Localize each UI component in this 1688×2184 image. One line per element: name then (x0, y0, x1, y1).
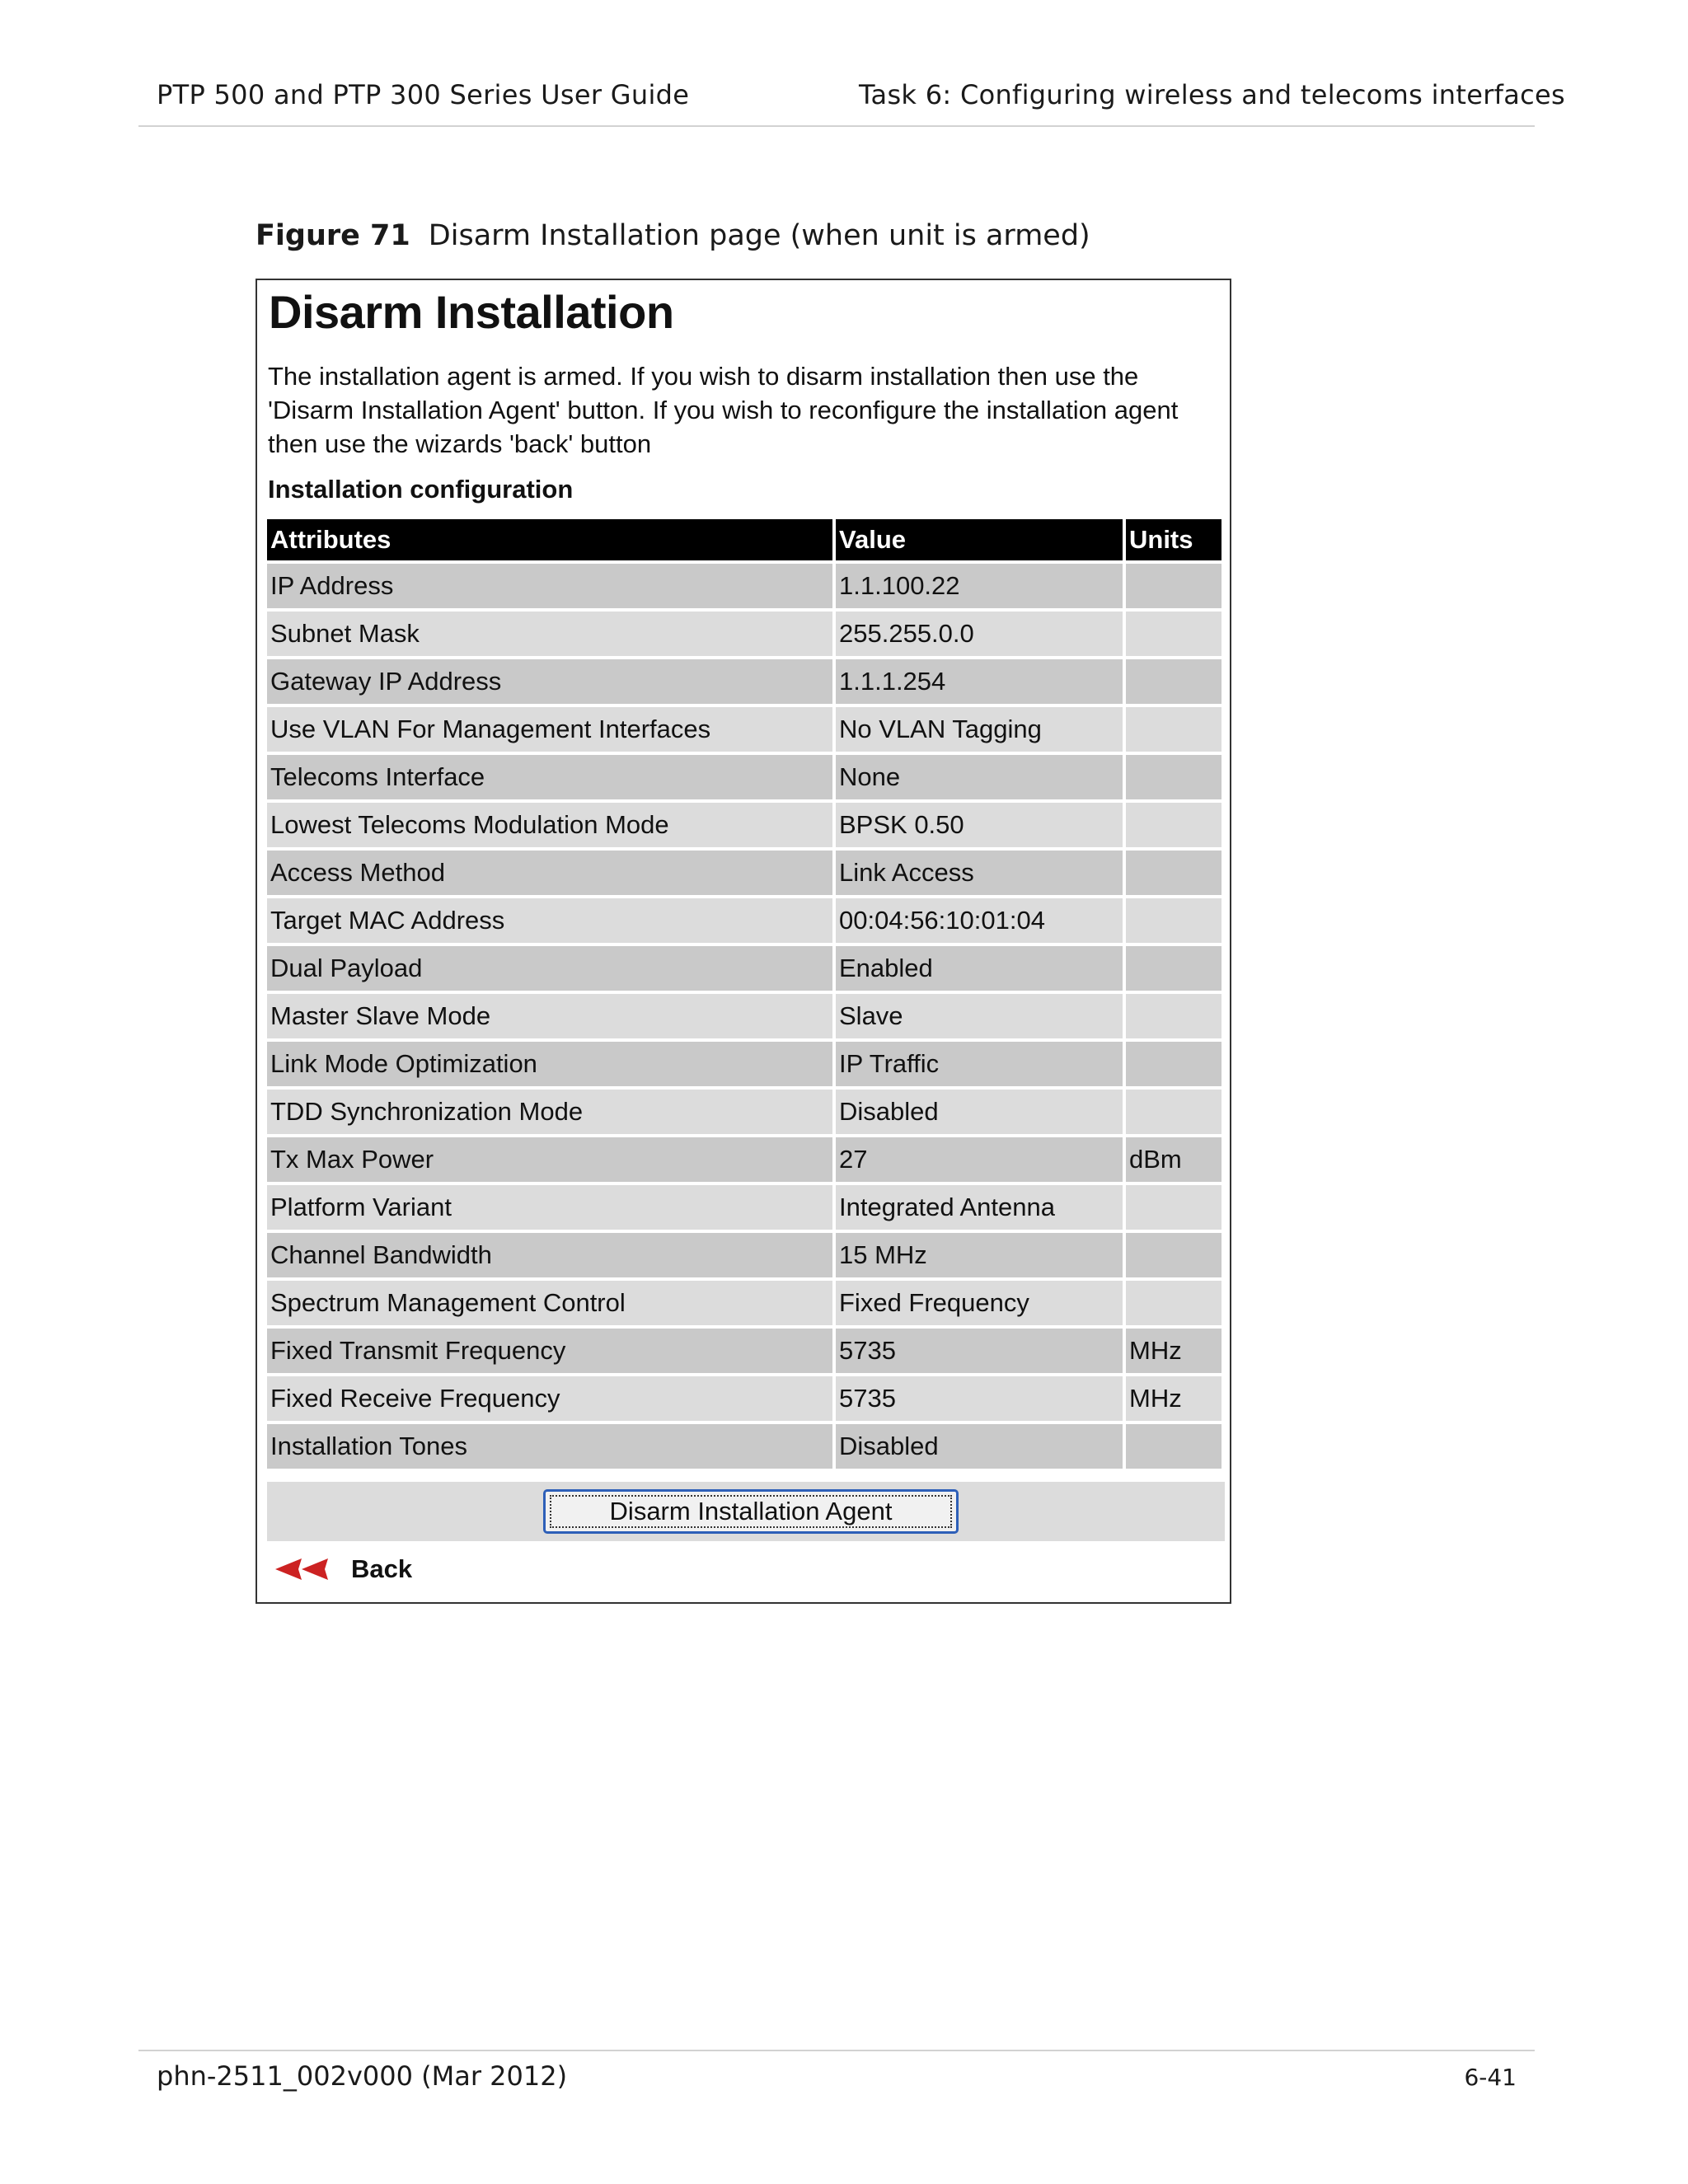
cell-value: None (836, 755, 1123, 799)
figure-caption-text: Disarm Installation page (when unit is armed) (428, 219, 1090, 252)
cell-attribute: Link Mode Optimization (267, 1042, 832, 1086)
page-title: Disarm Installation (269, 286, 674, 338)
cell-value: 5735 (836, 1376, 1123, 1421)
table-row (267, 707, 1221, 752)
column-header-value: Value (836, 519, 1123, 560)
cell-units (1126, 1185, 1221, 1230)
cell-units (1126, 612, 1221, 656)
footer-rule (138, 2050, 1535, 2051)
cell-attribute: Fixed Transmit Frequency (267, 1329, 832, 1373)
table-row (267, 564, 1221, 608)
table-row (267, 659, 1221, 704)
cell-attribute: Tx Max Power (267, 1137, 832, 1182)
cell-units: dBm (1126, 1137, 1221, 1182)
table-row (267, 946, 1221, 991)
table-row (267, 1329, 1221, 1373)
cell-attribute: Lowest Telecoms Modulation Mode (267, 803, 832, 847)
cell-value: 00:04:56:10:01:04 (836, 898, 1123, 943)
cell-attribute: Spectrum Management Control (267, 1281, 832, 1325)
cell-attribute: Use VLAN For Management Interfaces (267, 707, 832, 752)
cell-units (1126, 851, 1221, 895)
cell-attribute: Target MAC Address (267, 898, 832, 943)
running-header-title: PTP 500 and PTP 300 Series User Guide (157, 79, 690, 110)
cell-units (1126, 755, 1221, 799)
cell-units (1126, 946, 1221, 991)
cell-units (1126, 994, 1221, 1038)
table-body (267, 564, 1221, 1469)
cell-attribute: Platform Variant (267, 1185, 832, 1230)
cell-value: Disabled (836, 1090, 1123, 1134)
cell-units (1126, 898, 1221, 943)
cell-value: Disabled (836, 1424, 1123, 1469)
cell-value: Enabled (836, 946, 1123, 991)
figure-caption (256, 219, 1090, 252)
disarm-installation-agent-button[interactable] (543, 1489, 959, 1534)
cell-units (1126, 1042, 1221, 1086)
cell-value: 5735 (836, 1329, 1123, 1373)
column-header-units: Units (1126, 519, 1221, 560)
table-row (267, 1090, 1221, 1134)
table-row (267, 1424, 1221, 1469)
cell-attribute: Master Slave Mode (267, 994, 832, 1038)
cell-attribute: TDD Synchronization Mode (267, 1090, 832, 1134)
cell-value: No VLAN Tagging (836, 707, 1123, 752)
cell-value: 1.1.100.22 (836, 564, 1123, 608)
cell-attribute: Installation Tones (267, 1424, 832, 1469)
header-rule (138, 125, 1535, 127)
table-row (267, 612, 1221, 656)
cell-units (1126, 659, 1221, 704)
table-row (267, 1137, 1221, 1182)
cell-units (1126, 1424, 1221, 1469)
table-row (267, 1233, 1221, 1277)
cell-attribute: Subnet Mask (267, 612, 832, 656)
cell-attribute: Access Method (267, 851, 832, 895)
cell-value: Link Access (836, 851, 1123, 895)
column-header-attributes: Attributes (267, 519, 832, 560)
disarm-installation-screenshot (256, 279, 1231, 1604)
installation-config-table (264, 516, 1225, 1472)
cell-value: 15 MHz (836, 1233, 1123, 1277)
cell-value: IP Traffic (836, 1042, 1123, 1086)
cell-attribute: Telecoms Interface (267, 755, 832, 799)
cell-units (1126, 803, 1221, 847)
running-header-section: Task 6: Configuring wireless and telecoms interfaces (859, 79, 1565, 110)
table-row (267, 898, 1221, 943)
cell-units (1126, 1233, 1221, 1277)
disarm-button-label: Disarm Installation Agent (550, 1495, 952, 1528)
footer-doc-id: phn-2511_002v000 (Mar 2012) (157, 2060, 568, 2092)
cell-value: Slave (836, 994, 1123, 1038)
cell-attribute: Fixed Receive Frequency (267, 1376, 832, 1421)
cell-units (1126, 1281, 1221, 1325)
footer-page-number: 6-41 (1464, 2064, 1517, 2091)
table-row (267, 851, 1221, 895)
cell-attribute: Channel Bandwidth (267, 1233, 832, 1277)
table-row (267, 1185, 1221, 1230)
cell-units (1126, 564, 1221, 608)
cell-units (1126, 1090, 1221, 1134)
table-row (267, 1042, 1221, 1086)
cell-units: MHz (1126, 1329, 1221, 1373)
table-row (267, 1281, 1221, 1325)
cell-value: BPSK 0.50 (836, 803, 1123, 847)
table-header-row (267, 519, 1221, 560)
back-link[interactable] (274, 1554, 412, 1584)
table-row (267, 755, 1221, 799)
cell-value: 255.255.0.0 (836, 612, 1123, 656)
intro-text: The installation agent is armed. If you wish to disarm installation then use the 'Disarm Installation Agent' button. If you wish to reconfigure the installation agent then use the wizards 'back' button (268, 362, 1179, 458)
cell-value: Fixed Frequency (836, 1281, 1123, 1325)
cell-units (1126, 707, 1221, 752)
table-row (267, 994, 1221, 1038)
cell-attribute: IP Address (267, 564, 832, 608)
button-row (267, 1482, 1225, 1541)
cell-attribute: Dual Payload (267, 946, 832, 991)
cell-value: 27 (836, 1137, 1123, 1182)
cell-value: 1.1.1.254 (836, 659, 1123, 704)
cell-attribute: Gateway IP Address (267, 659, 832, 704)
double-left-arrow-icon (274, 1555, 333, 1583)
table-row (267, 1376, 1221, 1421)
section-title: Installation configuration (268, 475, 574, 504)
cell-value: Integrated Antenna (836, 1185, 1123, 1230)
back-label: Back (351, 1554, 413, 1583)
figure-number: Figure 71 (256, 219, 410, 252)
cell-units: MHz (1126, 1376, 1221, 1421)
table-row (267, 803, 1221, 847)
